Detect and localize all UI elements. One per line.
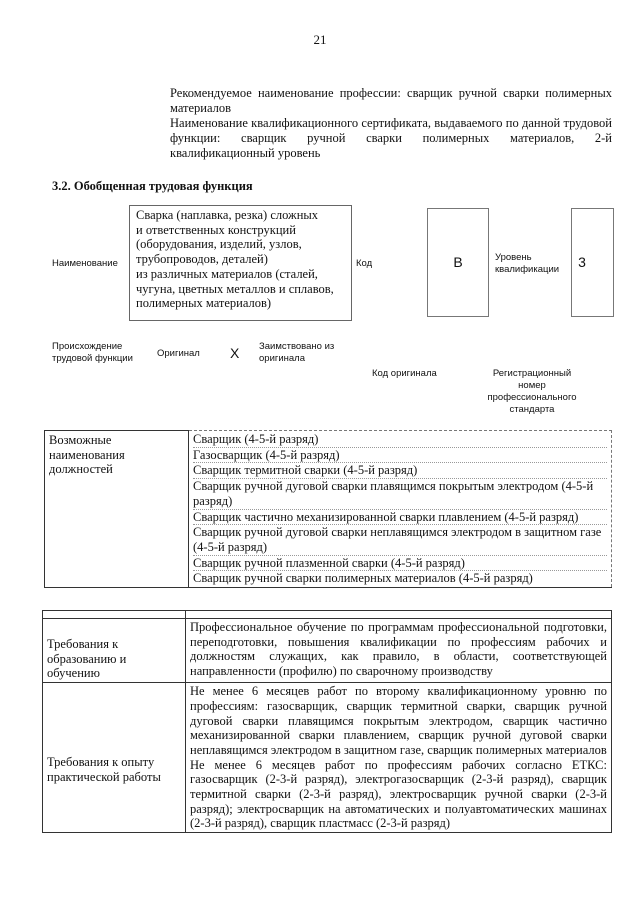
position-item: Сварщик частично механизированной сварки плавлением (4-5-й разряд) [193, 510, 607, 526]
page-number: 21 [313, 32, 327, 47]
positions-row [45, 431, 612, 588]
position-item: Сварщик (4-5-й разряд) [193, 432, 607, 448]
level-label: Уровень квалификации [495, 252, 560, 275]
function-name-value: Сварка (наплавка, резка) сложных и ответственных конструкций (оборудования, изделий, узлов, трубопроводов, деталей) из различных материалов (сталей, чугуна, цветных металлов и сплавов, полимерных материалов) [136, 208, 334, 311]
position-item: Сварщик ручной дуговой сварки неплавящимся электродом в защитном газе (4-5-й разряд) [193, 525, 607, 555]
name-label: Наименование [52, 258, 118, 269]
experience-text-1: Не менее 6 месяцев работ по второму квалификационному уровню по профессиям: газосварщик, сварщик термитной сварки, сварщик ручной дуговой сварки плавящимся покрытым электродом, сварщик частично механизированной сварки плавлением, сварщик ручной дуговой сварки неплавящимся электродом в защитном газе, сварщик полимерных материалов [190, 684, 607, 757]
experience-text-2: Не менее 6 месяцев работ по профессиям рабочих согласно ЕТКС: газосварщик (2-3-й разряд), электрогазосварщик (2-3-й разряд), сварщик термитной сварки (2-3-й разряд), электросварщик ручной сварки (2-3-й разряд); электросварщик на автоматических и полуавтоматических машинах (2-3-й разряд), сварщик пластмасс (2-3-й разряд) [190, 757, 607, 831]
intro-block [170, 86, 612, 161]
code-value: B [453, 254, 463, 270]
experience-row [43, 683, 612, 833]
certificate-name: Наименование квалификационного сертификата, выдаваемого по данной трудовой функции: сварщик ручной сварки полимерных материалов, 2-й квалификационный уровень [170, 116, 612, 160]
experience-value [186, 683, 612, 833]
position-item: Газосварщик (4-5-й разряд) [193, 448, 607, 464]
spacer-row [43, 611, 612, 619]
positions-table [44, 430, 612, 588]
level-value: 3 [578, 254, 586, 270]
positions-list [189, 431, 612, 588]
education-row [43, 619, 612, 683]
code-label: Код [356, 258, 373, 269]
section-heading: 3.2. Обобщенная трудовая функция [52, 179, 253, 193]
education-value: Профессиональное обучение по программам профессиональной подготовки, переподготовки, повышения квалификации по профессиям рабочих и должностям служащих, как правило, в области, соответствующей направленности (профилю) по сварочному производству [186, 619, 612, 683]
origin-label: Происхождение трудовой функции [52, 341, 133, 364]
position-item: Сварщик ручной плазменной сварки (4-5-й разряд) [193, 556, 607, 572]
positions-label: Возможные наименования должностей [45, 431, 189, 588]
position-item: Сварщик ручной дуговой сварки плавящимся покрытым электродом (4-5-й разряд) [193, 479, 607, 509]
original-label: Оригинал [157, 348, 200, 359]
requirements-table [42, 610, 612, 833]
position-item: Сварщик термитной сварки (4-5-й разряд) [193, 463, 607, 479]
borrowed-label: Заимствовано из оригинала [259, 341, 335, 364]
origin-x-mark: X [230, 345, 240, 361]
education-label: Требования к образованию и обучению [43, 619, 186, 683]
code-original-label: Код оригинала [372, 368, 437, 379]
recommended-profession-name: Рекомендуемое наименование профессии: сварщик ручной сварки полимерных материалов [170, 86, 612, 115]
position-item: Сварщик ручной сварки полимерных материалов (4-5-й разряд) [193, 571, 533, 586]
experience-label: Требования к опыту практической работы [43, 683, 186, 833]
reg-number-label: Регистрационный номер профессионального стандарта [487, 368, 577, 415]
